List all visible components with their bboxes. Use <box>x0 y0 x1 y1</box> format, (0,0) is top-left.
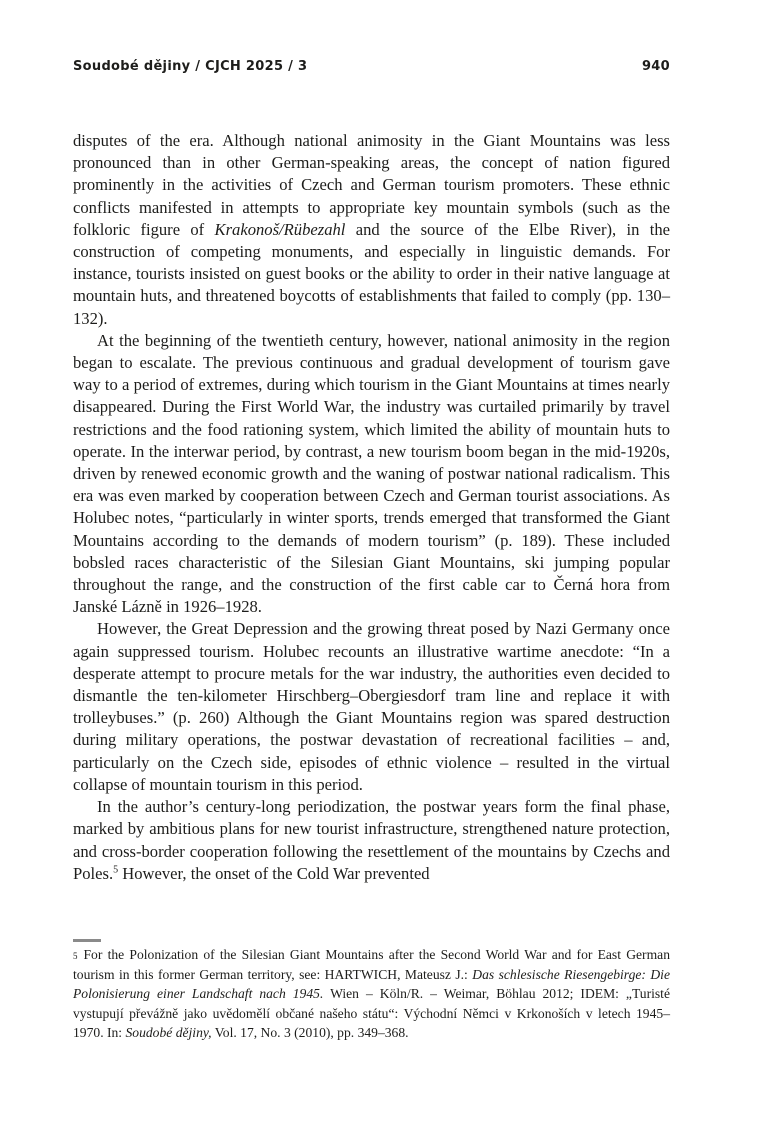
page-number: 940 <box>641 59 670 74</box>
journal-title: Soudobé dějiny / CJCH 2025 / 3 <box>73 59 308 74</box>
paragraph-text: In the author’s century-long periodization, the postwar years form the final phase, marked by ambitious plans for new tourist infrastructure, strengthened nature protection, and cross-border cooperation following the resettlement of the mountains by Czechs and Poles. <box>73 797 670 883</box>
paragraph-text: However, the onset of the Cold War prevented <box>118 863 430 883</box>
paragraph-text: disputes of the era. Although national animosity in the Giant Mountains was less pronounced than in other German-speaking areas, the concept of nation figured prominently in the activities of Czech and German tourism promoters. These ethnic conflicts manifested in attempts to appropriate key mountain symbols (such as the folkloric figure of <box>73 131 670 239</box>
footnote-number: 5 <box>73 951 78 961</box>
footnote-text: Vol. 17, No. 3 (2010), pp. 349–368. <box>211 1025 409 1041</box>
italic-term: Krakonoš/Rübezahl <box>214 219 346 239</box>
paragraph-text: and the source of the Elbe River), in the construction of competing monuments, and especially in linguistic demands. For instance, tourists insisted on guest books or the ability to order in their native language at mountain huts, and threatened boycotts of establishments that failed to comply (pp. 130–132). <box>73 219 670 328</box>
paragraph <box>73 796 670 885</box>
footnote-text: Wien – Köln/R. – Weimar, Böhlau 2012; IDEM: „Turisté vystupují převážně jako uvědomělí občané našeho státu“: Východní Němci v Krkonoších v letech 1945–1970. In: <box>73 986 670 1041</box>
paragraph <box>73 130 670 330</box>
article-body <box>73 130 670 885</box>
footnote <box>73 945 670 1043</box>
footnote-italic-title: Das schlesische Riesengebirge: Die Polonisierung einer Landschaft nach 1945. <box>73 966 670 1002</box>
paragraph-text: At the beginning of the twentieth century, however, national animosity in the region began to escalate. The previous continuous and gradual development of tourism gave way to a period of extremes, during which tourism in the Giant Mountains at times nearly disappeared. During the First World War, the industry was curtailed primarily by travel restrictions and the food rationing system, which limited the ability of mountain huts to operate. In the interwar period, by contrast, a new tourism boom began in the mid-1920s, driven by renewed economic growth and the waning of postwar national radicalism. This era was even marked by cooperation between Czech and German tourist associations. As Holubec notes, “particularly in winter sports, trends emerged that transformed the Giant Mountains according to the demands of modern tourism” (p. 189). These included bobsled races characteristic of the Silesian Giant Mountains, ski jumping popular throughout the range, and the construction of the first cable car to Černá hora from Janské Lázně in 1926–1928. <box>73 330 670 617</box>
footnote-italic-title: Soudobé dějiny, <box>125 1025 212 1041</box>
paragraph <box>73 330 670 619</box>
paragraph <box>73 618 670 796</box>
footnote-text: For the Polonization of the Silesian Giant Mountains after the Second World War and for East German tourism in this former German territory, see: HARTWICH, Mateusz J.: <box>73 947 670 982</box>
running-header <box>73 59 670 74</box>
footnote-reference[interactable]: 5 <box>113 864 119 876</box>
paragraph-text: However, the Great Depression and the growing threat posed by Nazi Germany once again suppressed tourism. Holubec recounts an illustrative wartime anecdote: “In a desperate attempt to procure metals for the war industry, the authorities even decided to dismantle the ten-kilometer Hirschberg–Obergiesdorf tram line and replace it with trolleybuses.” (p. 260) Although the Giant Mountains region was spared destruction during military operations, the postwar devastation of recreational facilities – and, particularly on the Czech side, episodes of ethnic violence – resulted in the virtual collapse of mountain tourism in this period. <box>73 619 670 794</box>
footnote-divider <box>73 939 101 942</box>
